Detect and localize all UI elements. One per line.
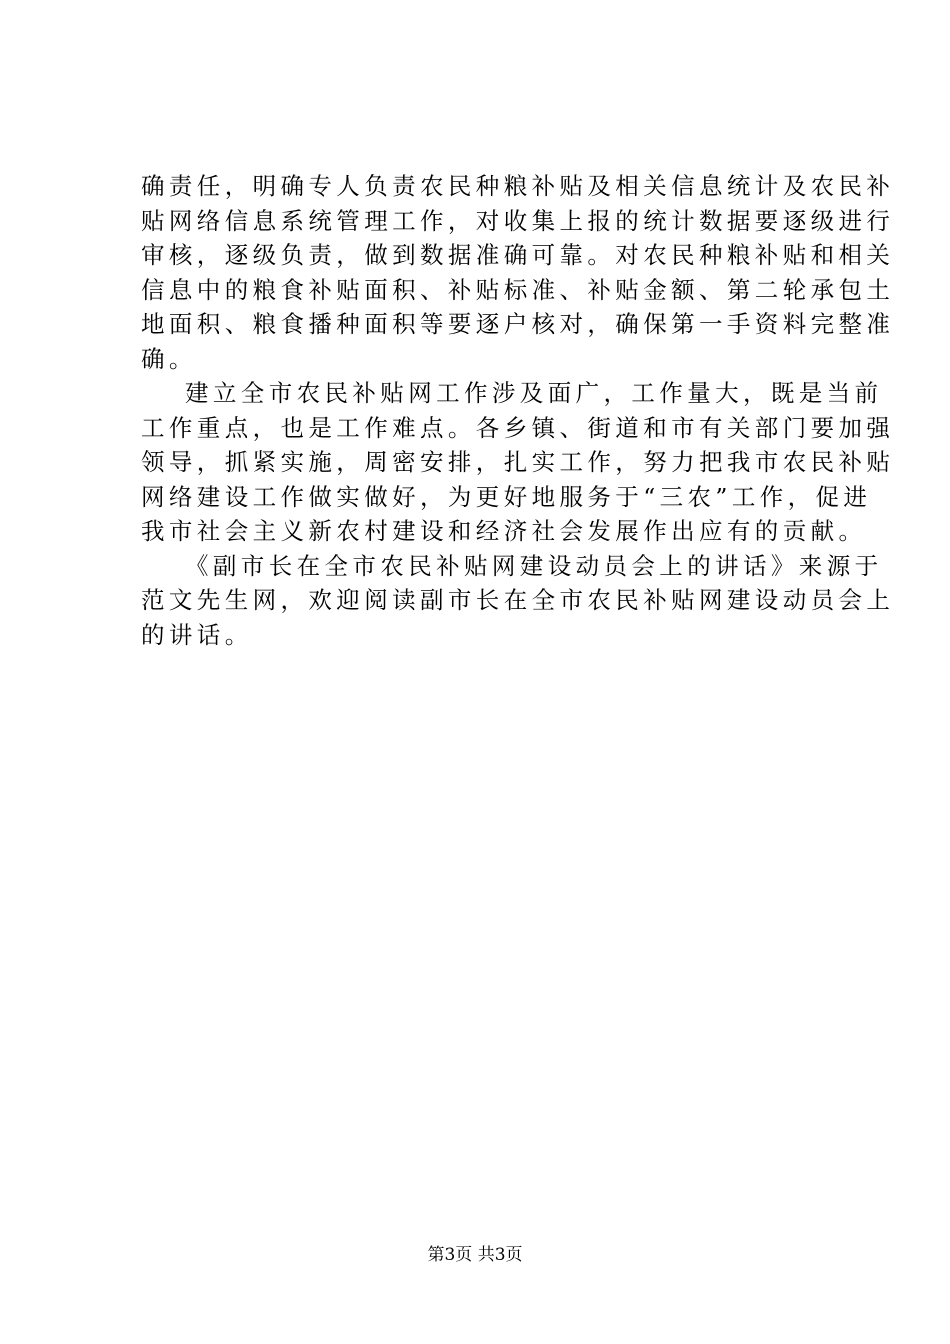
- paragraph-line: 网络建设工作做实做好，为更好地服务于“三农”工作，促进: [141, 482, 872, 511]
- paragraph-line: 的讲话。: [141, 620, 253, 649]
- paragraph-line: 确责任，明确专人负责农民种粮补贴及相关信息统计及农民补: [141, 172, 895, 200]
- paragraph-line: 确。: [141, 344, 197, 373]
- page-number-footer: 第3页 共3页: [427, 1245, 523, 1265]
- paragraph-3: [141, 549, 895, 653]
- paragraph-line: 我市社会主义新农村建设和经济社会发展作出应有的贡献。: [141, 517, 867, 545]
- paragraph-line: 《副市长在全市农民补贴网建设动员会上的讲话》来源于: [185, 551, 883, 580]
- document-body: [141, 169, 895, 652]
- paragraph-line: 建立全市农民补贴网工作涉及面广，工作量大，既是当前: [185, 379, 883, 407]
- paragraph-line: 工作重点，也是工作难点。各乡镇、街道和市有关部门要加强: [141, 413, 895, 442]
- paragraph-1: [141, 169, 895, 376]
- paragraph-line: 领导，抓紧实施，周密安排，扎实工作，努力把我市农民补贴: [141, 448, 895, 476]
- paragraph-line: 范文先生网，欢迎阅读副市长在全市农民补贴网建设动员会上: [141, 586, 895, 614]
- paragraph-line: 信息中的粮食补贴面积、补贴标准、补贴金额、第二轮承包土: [141, 275, 895, 304]
- paragraph-line: 地面积、粮食播种面积等要逐户核对，确保第一手资料完整准: [141, 310, 895, 338]
- paragraph-line: 审核，逐级负责，做到数据准确可靠。对农民种粮补贴和相关: [141, 241, 895, 269]
- paragraph-line: 贴网络信息系统管理工作，对收集上报的统计数据要逐级进行: [141, 206, 895, 235]
- paragraph-2: [141, 376, 895, 549]
